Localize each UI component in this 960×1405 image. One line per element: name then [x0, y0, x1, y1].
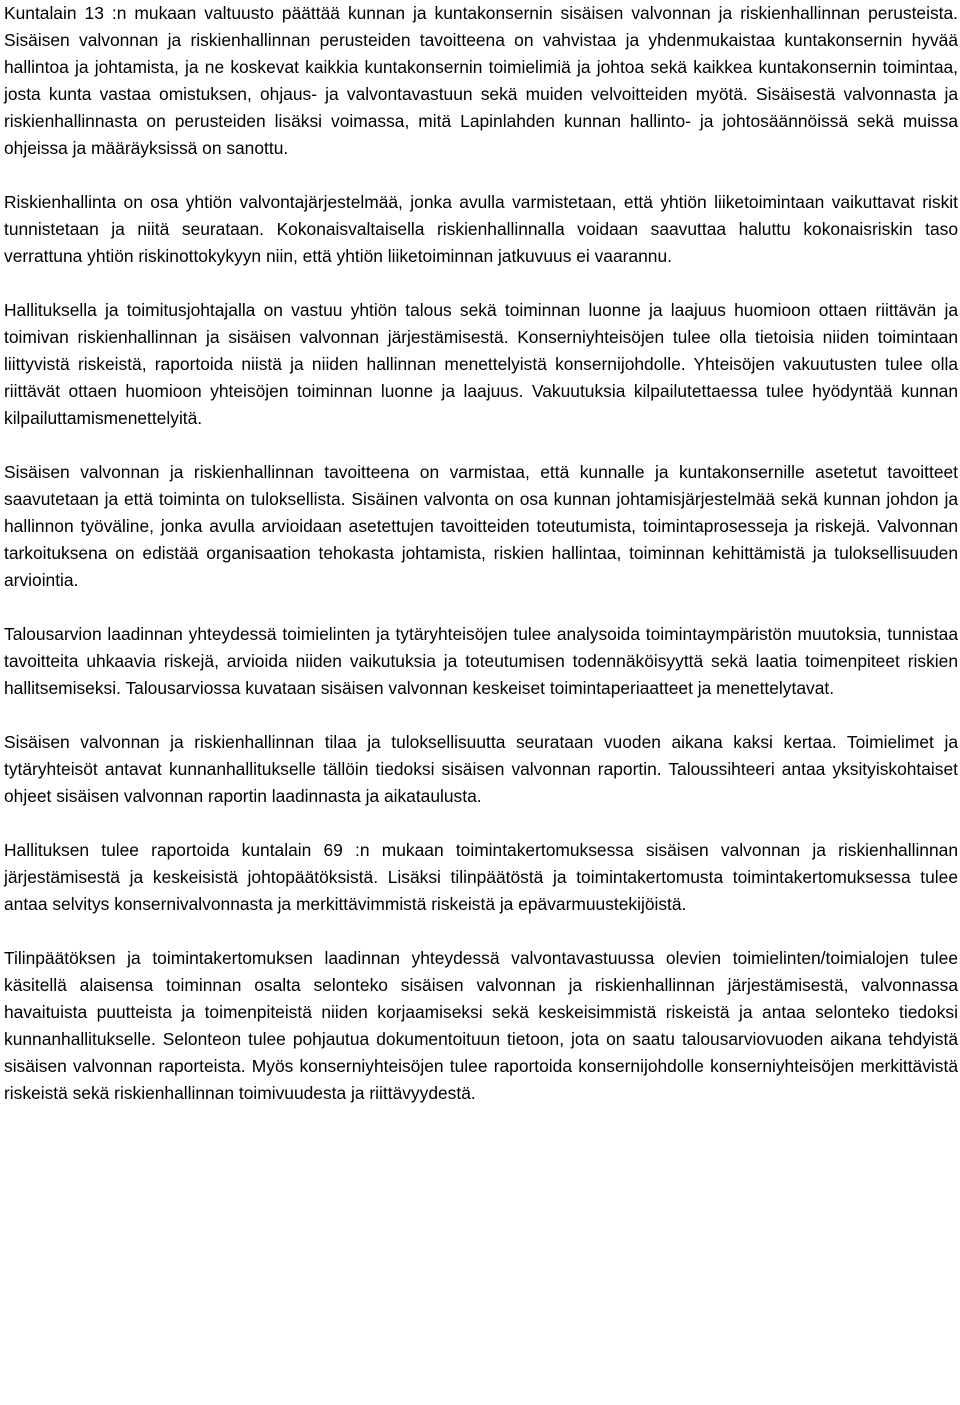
paragraph-annual-report-requirement: Hallituksen tulee raportoida kuntalain 69 :n mukaan toimintakertomuksessa sisäisen valvonnan ja riskienhallinnan järjestämisestä ja keskeisistä johtopäätöksistä. Lisäksi tilinpäätöstä ja toimintakertomusta toimintakertomuksessa tulee antaa selvitys konsernivalvonnasta ja merkittävimmistä riskeistä ja epävarmuustekijöistä. [4, 840, 958, 914]
document-page [4, 0, 958, 1107]
paragraph-internal-control-objective: Sisäisen valvonnan ja riskienhallinnan tavoitteena on varmistaa, että kunnalle ja kuntakonsernille asetetut tavoitteet saavutetaan ja että toiminta on tuloksellista. Sisäinen valvonta on osa kunnan johtamisjärjestelmää sekä kunnan johdon ja hallinnon työväline, jonka avulla arvioidaan asetettujen tavoitteiden toteutumista, toimintaprosesseja ja riskejä. Valvonnan tarkoituksena on edistää organisaation tehokasta johtamista, riskien hallintaa, toiminnan kehittämistä ja tuloksellisuuden arviointia. [4, 462, 958, 590]
paragraph-monitoring-frequency: Sisäisen valvonnan ja riskienhallinnan tilaa ja tuloksellisuutta seurataan vuoden aikana kaksi kertaa. Toimielimet ja tytäryhteisöt antavat kunnanhallitukselle tällöin tiedoksi sisäisen valvonnan raportin. Taloussihteeri antaa yksityiskohtaiset ohjeet sisäisen valvonnan raportin laadinnasta ja aikataulusta. [4, 732, 958, 806]
paragraph-internal-control-basis: Kuntalain 13 :n mukaan valtuusto päättää kunnan ja kuntakonsernin sisäisen valvonnan ja riskienhallinnan perusteista. Sisäisen valvonnan ja riskienhallinnan perusteiden tavoitteena on vahvistaa ja yhdenmukaistaa kuntakonsernin hyvää hallintoa ja johtamista, ja ne koskevat kaikkia kuntakonsernin toimielimiä ja johtoa sekä kaikkea kuntakonsernin toimintaa, josta kunta vastaa omistuksen, ohjaus- ja valvontavastuun sekä muiden velvoitteiden myötä. Sisäisestä valvonnasta ja riskienhallinnasta on perusteiden lisäksi voimassa, mitä Lapinlahden kunnan hallinto- ja johtosäännöissä sekä muissa ohjeissa ja määräyksissä on sanottu. [4, 3, 958, 158]
paragraph-budget-risk-analysis: Talousarvion laadinnan yhteydessä toimielinten ja tytäryhteisöjen tulee analysoida toimintaympäristön muutoksia, tunnistaa tavoitteita uhkaavia riskejä, arvioida niiden vaikutuksia ja toteutumisen todennäköisyyttä sekä laatia toimenpiteet riskien hallitsemiseksi. Talousarviossa kuvataan sisäisen valvonnan keskeiset toimintaperiaatteet ja menettelytavat. [4, 624, 958, 698]
paragraph-board-responsibility: Hallituksella ja toimitusjohtajalla on vastuu yhtiön talous sekä toiminnan luonne ja laajuus huomioon ottaen riittävän ja toimivan riskienhallinnan ja sisäisen valvonnan järjestämisestä. Konserniyhteisöjen tulee olla tietoisia niiden toimintaan liittyvistä riskeistä, raportoida niistä ja niiden hallinnan menettelyistä konsernijohdolle. Yhteisöjen vakuutusten tulee olla riittävät ottaen huomioon yhteisöjen toiminnan luonne ja laajuus. Vakuutuksia kilpailutettaessa tulee hyödyntää kunnan kilpailuttamismenettelyitä. [4, 300, 958, 428]
paragraph-risk-management-definition: Riskienhallinta on osa yhtiön valvontajärjestelmää, jonka avulla varmistetaan, että yhtiön liiketoimintaan vaikuttavat riskit tunnistetaan ja niitä seurataan. Kokonaisvaltaisella riskienhallinnalla voidaan saavuttaa haluttu kokonaisriskin taso verrattuna yhtiön riskinottokykyyn niin, että yhtiön liiketoiminnan jatkuvuus ei vaarannu. [4, 192, 958, 266]
paragraph-financial-statement-report: Tilinpäätöksen ja toimintakertomuksen laadinnan yhteydessä valvontavastuussa olevien toimielinten/toimialojen tulee käsitellä alaisensa toiminnan osalta selonteko sisäisen valvonnan ja riskienhallinnan järjestämisestä, valvonnassa havaituista puutteista ja toimenpiteistä niiden korjaamiseksi sekä keskeisimmistä riskeistä ja antaa selonteko tiedoksi kunnanhallitukselle. Selonteon tulee pohjautua dokumentoituun tietoon, jota on saatu talousarviovuoden aikana tehdyistä sisäisen valvonnan raporteista. Myös konserniyhteisöjen tulee raportoida konsernijohdolle konserniyhteisöjen merkittävistä riskeistä sekä riskienhallinnan toimivuudesta ja riittävyydestä. [4, 948, 958, 1103]
